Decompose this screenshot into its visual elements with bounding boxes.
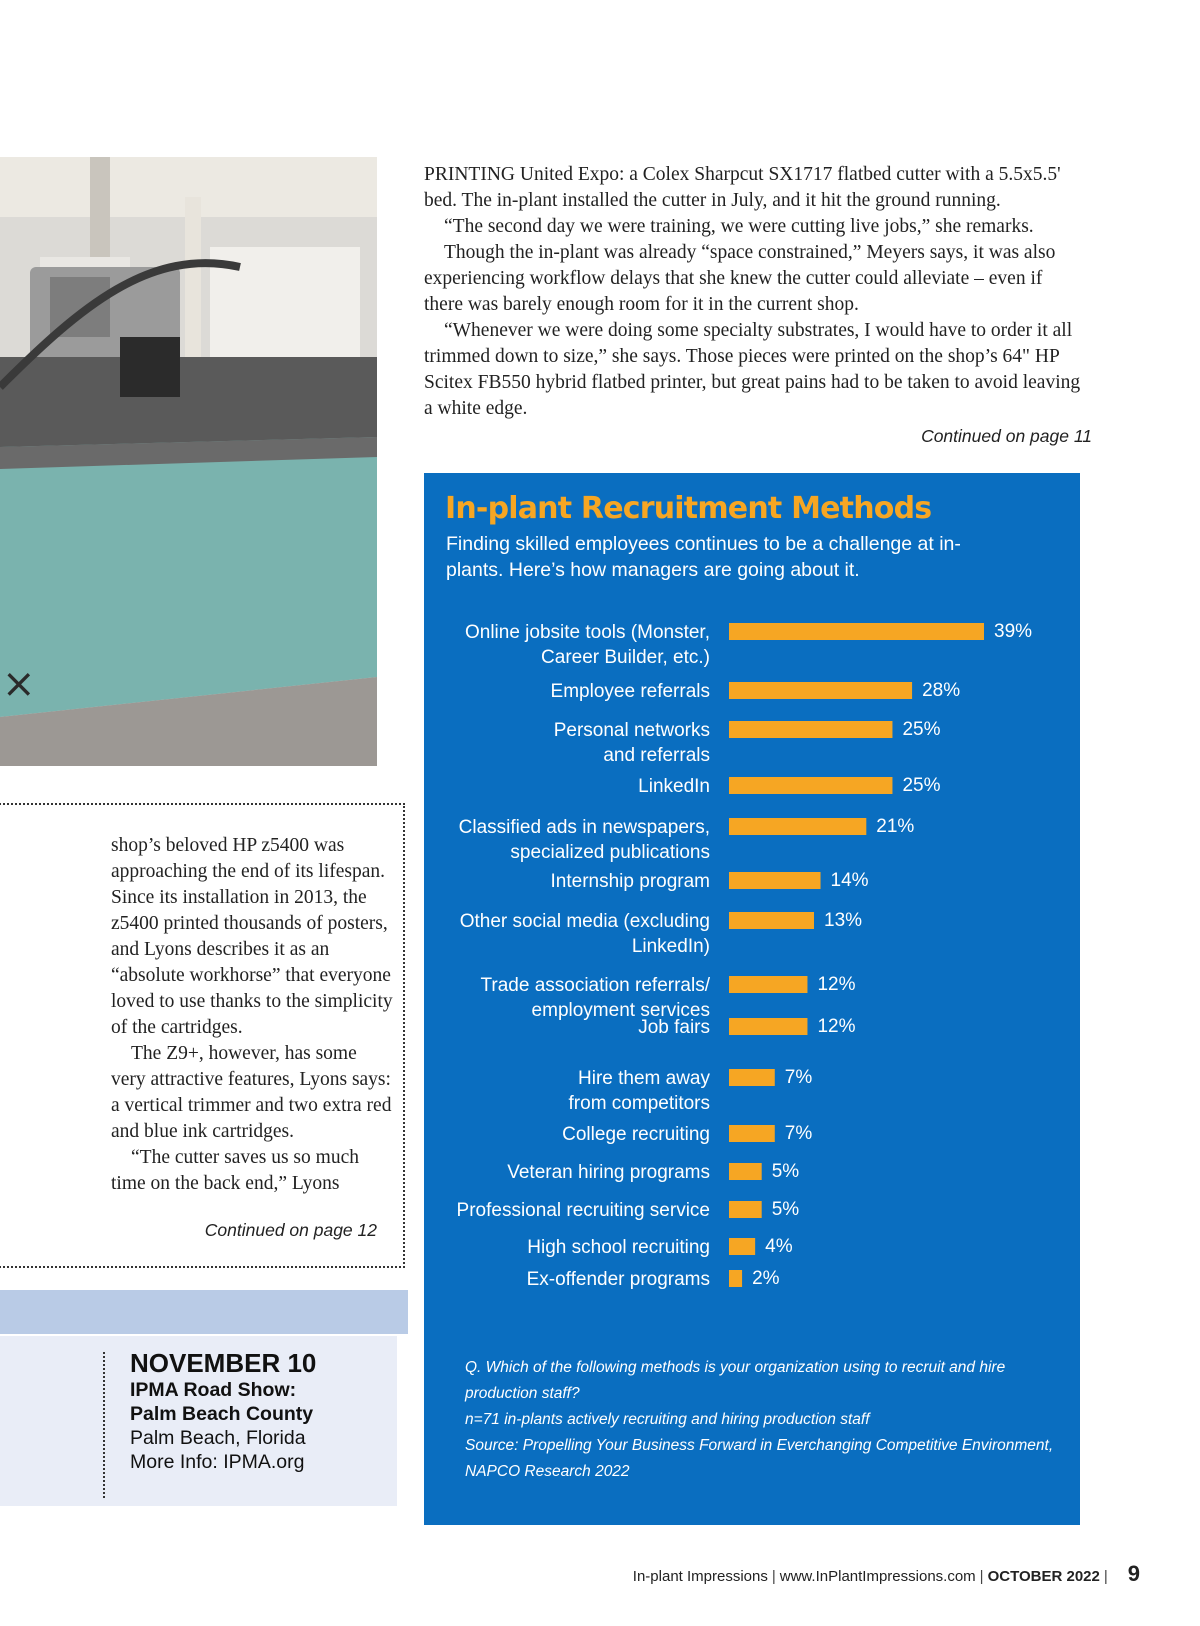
category-label: LinkedIn) xyxy=(631,936,710,957)
bar-value-label: 5% xyxy=(771,1199,800,1220)
category-label: Ex-offender programs xyxy=(526,1269,710,1290)
article-paragraph: “The second day we were training, we were cutting live jobs,” she remarks. xyxy=(444,216,1034,237)
category-label: LinkedIn xyxy=(638,776,710,797)
footer-separator: | xyxy=(771,1568,776,1585)
page-footer xyxy=(633,1561,1140,1587)
category-label: specialized publications xyxy=(510,842,710,863)
category-label: Classified ads in newspapers, xyxy=(458,817,710,838)
bar-13 xyxy=(729,1238,755,1255)
category-label: Other social media (excluding xyxy=(459,911,710,932)
category-label: Employee referrals xyxy=(550,681,710,702)
bar-value-label: 28% xyxy=(922,680,961,701)
bar-value-label: 5% xyxy=(771,1161,800,1182)
bar-11 xyxy=(729,1163,762,1180)
bar-4 xyxy=(729,818,866,835)
footer-website-link[interactable]: www.InPlantImpressions.com xyxy=(779,1568,976,1585)
chart-notes xyxy=(465,1355,1055,1485)
article-paragraph: “Whenever we were doing some specialty substrates, I would have to order it all trimmed down to size,” she says. Those pieces were printed on the shop’s 64" HP Scitex FB550 hybrid flatbed printer, but great pains had to be taken to avoid leaving a white edge. xyxy=(424,320,1081,419)
article-body-top xyxy=(424,162,1084,422)
category-label: and referrals xyxy=(603,745,710,766)
bar-0 xyxy=(729,623,984,640)
continued-link-page-11[interactable]: Continued on page 11 xyxy=(921,426,1092,446)
category-label: Trade association referrals/ xyxy=(480,975,710,996)
footer-separator: | xyxy=(979,1568,984,1585)
bar-2 xyxy=(729,721,892,738)
bar-value-label: 25% xyxy=(902,719,941,740)
chart-subtitle: Finding skilled employees continues to be a challenge at in-plants. Here’s how managers are going about it. xyxy=(446,533,961,581)
page-number: 9 xyxy=(1127,1561,1140,1586)
chart-question-note: Q. Which of the following methods is your organization using to recruit and hire production staff? xyxy=(465,1359,1006,1402)
category-label: Professional recruiting service xyxy=(456,1200,710,1221)
chart-source-note: Source: Propelling Your Business Forward in Everchanging Competitive Environment, NAPCO Research 2022 xyxy=(465,1437,1054,1480)
bar-value-label: 21% xyxy=(876,816,915,837)
bar-14 xyxy=(729,1270,742,1287)
bar-6 xyxy=(729,912,814,929)
bar-value-label: 7% xyxy=(784,1067,813,1088)
recruitment-chart-panel xyxy=(424,473,1080,1525)
event-divider xyxy=(103,1352,105,1498)
bar-value-label: 7% xyxy=(784,1123,813,1144)
bar-value-label: 13% xyxy=(824,910,863,931)
bar-value-label: 12% xyxy=(817,974,856,995)
category-label: Hire them away xyxy=(578,1068,710,1089)
sidebar-paragraph: “The cutter saves us so much time on the back end,” Lyons xyxy=(111,1147,359,1194)
bar-8 xyxy=(729,1018,807,1035)
bar-3 xyxy=(729,777,892,794)
sidebar-story-text xyxy=(111,833,396,1197)
continued-link-page-12[interactable]: Continued on page 12 xyxy=(204,1220,377,1240)
category-label: High school recruiting xyxy=(527,1237,710,1258)
bar-5 xyxy=(729,872,821,889)
category-label: Online jobsite tools (Monster, xyxy=(464,622,710,643)
svg-text:×: × xyxy=(2,661,36,707)
category-label: Internship program xyxy=(550,871,710,892)
bar-9 xyxy=(729,1069,775,1086)
footer-publication: In-plant Impressions xyxy=(632,1568,768,1585)
bar-value-label: 4% xyxy=(765,1236,793,1257)
bar-1 xyxy=(729,682,912,699)
event-title-2: Palm Beach County xyxy=(130,1403,314,1425)
event-header-band xyxy=(0,1290,408,1334)
event-date: NOVEMBER 10 xyxy=(130,1348,317,1378)
event-details xyxy=(130,1348,316,1474)
category-label: Veteran hiring programs xyxy=(507,1162,710,1183)
category-label: employment services xyxy=(531,1000,710,1021)
chart-title: In-plant Recruitment Methods xyxy=(445,491,932,526)
bar-value-label: 12% xyxy=(817,1016,856,1037)
event-location: Palm Beach, Florida xyxy=(130,1427,306,1449)
footer-issue: OCTOBER 2022 xyxy=(987,1568,1100,1585)
event-title: IPMA Road Show: xyxy=(130,1379,297,1401)
category-label: Career Builder, etc.) xyxy=(541,647,710,668)
sidebar-paragraph: shop’s beloved HP z5400 was approaching the end of its lifespan. Since its installation in 2013, the z5400 printed thousands of posters, and Lyons describes it as an “absolute workhorse” that everyone loved to use thanks to the simplicity of the cartridges. xyxy=(111,835,393,1038)
chart-sample-note: n=71 in-plants actively recruiting and hiring production staff xyxy=(465,1411,870,1428)
bar-value-label: 14% xyxy=(830,870,869,891)
event-info-link[interactable]: More Info: IPMA.org xyxy=(130,1451,305,1473)
bar-value-label: 2% xyxy=(752,1268,780,1289)
category-label: from competitors xyxy=(568,1093,710,1114)
article-paragraph: PRINTING United Expo: a Colex Sharpcut SX1717 flatbed cutter with a 5.5x5.5' bed. The in-plant installed the cutter in July, and it hit the ground running. xyxy=(424,164,1061,211)
bar-value-label: 39% xyxy=(994,621,1033,642)
sidebar-paragraph: The Z9+, however, has some very attractive features, Lyons says: a vertical trimmer and two extra red and blue ink cartridges. xyxy=(111,1043,392,1142)
footer-separator: | xyxy=(1103,1568,1108,1585)
bar-12 xyxy=(729,1201,762,1218)
category-label: Personal networks xyxy=(553,720,710,741)
category-label: Job fairs xyxy=(638,1017,710,1038)
bar-10 xyxy=(729,1125,775,1142)
bar-7 xyxy=(729,976,807,993)
cutter-photo xyxy=(0,157,377,766)
article-paragraph: Though the in-plant was already “space constrained,” Meyers says, it was also experiencing workflow delays that she knew the cutter could alleviate – even if there was barely enough room for it in the current shop. xyxy=(424,242,1056,315)
category-label: College recruiting xyxy=(562,1124,710,1145)
bar-value-label: 25% xyxy=(902,775,941,796)
